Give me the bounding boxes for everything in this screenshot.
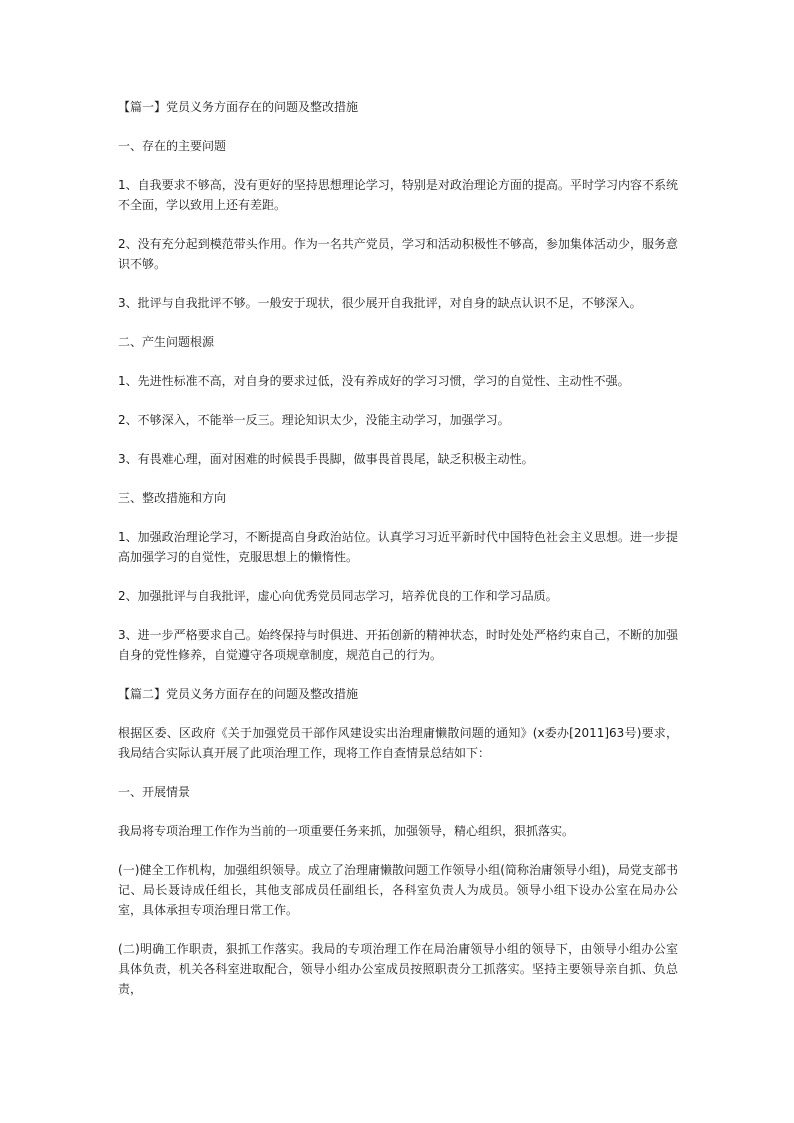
section-heading: 一、存在的主要问题 bbox=[118, 139, 227, 153]
paragraph: (二)明确工作职责，狠抓工作落实。我局的专项治理工作在局治庸领导小组的领导下，由领导小组办公室具体负责，机关各科室进取配合，领导小组办公室成员按照职责分工抓落实。坚持主要领导亲自抓、负总责， bbox=[118, 942, 678, 996]
paragraph: (一)健全工作机构，加强组织领导。成立了治理庸懒散问题工作领导小组(简称治庸领导小组)，局党支部书记、局长聂诗成任组长，其他支部成员任副组长，各科室负责人为成员。领导小组下设办公室在局办公室，具体承担专项治理日常工作。 bbox=[118, 863, 678, 917]
article-two-title: 【篇二】党员义务方面存在的问题及整改措施 bbox=[118, 687, 359, 701]
section-heading: 三、整改措施和方向 bbox=[118, 491, 227, 505]
paragraph: 2、不够深入，不能举一反三。理论知识太少，没能主动学习，加强学习。 bbox=[118, 413, 510, 427]
paragraph: 2、加强批评与自我批评，虚心向优秀党员同志学习，培养优良的工作和学习品质。 bbox=[118, 589, 558, 603]
article-one-title: 【篇一】党员义务方面存在的问题及整改措施 bbox=[118, 100, 359, 114]
paragraph: 3、有畏难心理，面对困难的时候畏手畏脚，做事畏首畏尾，缺乏积极主动性。 bbox=[118, 452, 534, 466]
paragraph: 1、自我要求不够高，没有更好的坚持思想理论学习，特别是对政治理论方面的提高。平时学习内容不系统不全面，学以致用上还有差距。 bbox=[118, 178, 678, 212]
paragraph: 1、先进性标准不高，对自身的要求过低，没有养成好的学习习惯，学习的自觉性、主动性不强。 bbox=[118, 374, 630, 388]
section-heading: 一、开展情景 bbox=[118, 785, 191, 799]
paragraph: 我局将专项治理工作作为当前的一项重要任务来抓，加强领导，精心组织，狠抓落实。 bbox=[118, 824, 575, 838]
paragraph: 1、加强政治理论学习，不断提高自身政治站位。认真学习习近平新时代中国特色社会主义思想。进一步提高加强学习的自觉性，克服思想上的懒惰性。 bbox=[118, 530, 678, 564]
section-heading: 二、产生问题根源 bbox=[118, 335, 215, 349]
paragraph: 3、进一步严格要求自己。始终保持与时俱进、开拓创新的精神状态，时时处处严格约束自己，不断的加强自身的党性修养，自觉遵守各项规章制度，规范自己的行为。 bbox=[118, 628, 678, 662]
paragraph: 3、批评与自我批评不够。一般安于现状，很少展开自我批评，对自身的缺点认识不足，不够深入。 bbox=[118, 296, 642, 310]
paragraph: 2、没有充分起到模范带头作用。作为一名共产党员，学习和活动积极性不够高，参加集体活动少，服务意识不够。 bbox=[118, 237, 678, 271]
paragraph: 根据区委、区政府《关于加强党员干部作风建设实出治理庸懒散问题的通知》(x委办[2011]63号)要求，我局结合实际认真开展了此项治理工作，现将工作自查情景总结如下： bbox=[118, 726, 678, 760]
document-page bbox=[118, 97, 678, 1018]
